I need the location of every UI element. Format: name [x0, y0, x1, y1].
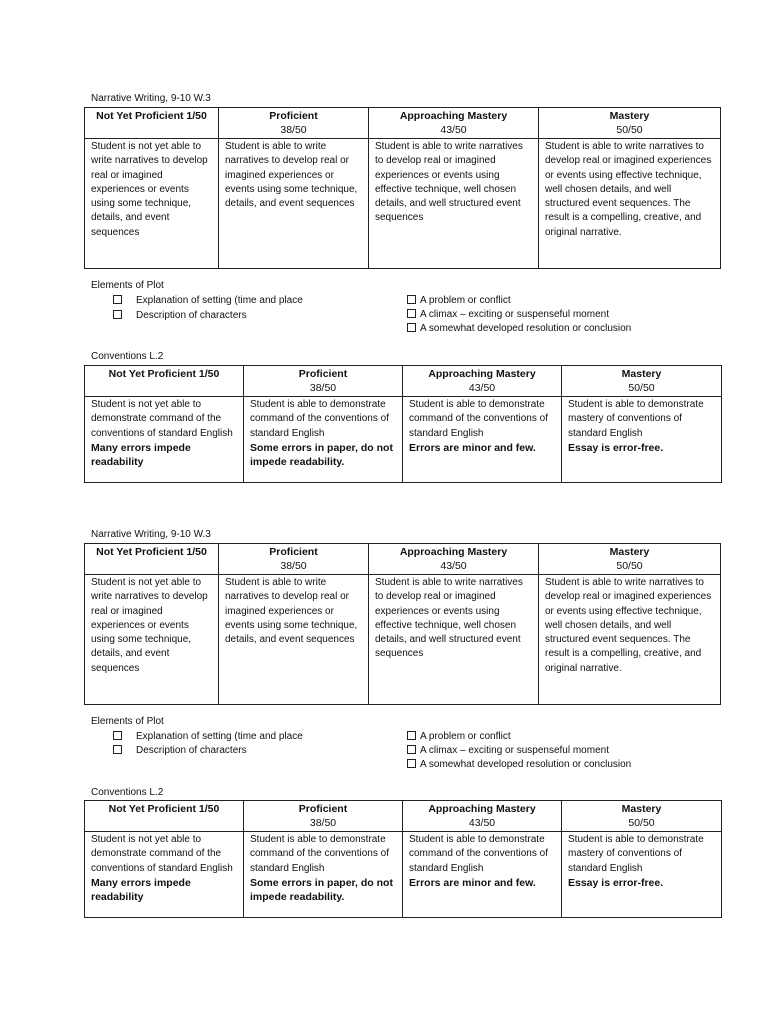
- header-proficient: Proficient 38/50: [219, 544, 369, 575]
- header-approaching-mastery: Approaching Mastery 43/50: [369, 108, 539, 139]
- conventions-rubric-table: [84, 800, 722, 918]
- checkbox[interactable]: [407, 759, 416, 768]
- conventions-section-label: Conventions L.2: [91, 787, 164, 798]
- cell-approaching-mastery: Student is able to demonstrate command of the conventions of standard English Errors are minor and few.: [403, 397, 562, 483]
- table-header-row: [85, 366, 722, 397]
- header-not-yet-proficient: Not Yet Proficient 1/50: [85, 366, 244, 397]
- header-proficient: Proficient 38/50: [244, 801, 403, 832]
- cell-mastery: Student is able to write narratives to develop real or imagined experiences or events using effective technique, well chosen details, and well structured event sequences. The result is a compelling, creative, and original narrative.: [539, 575, 721, 705]
- checkbox[interactable]: [113, 731, 122, 740]
- header-approaching-mastery: Approaching Mastery 43/50: [403, 801, 562, 832]
- checklist-item[interactable]: Explanation of setting (time and place: [113, 730, 303, 744]
- cell-not-yet-proficient: Student is not yet able to demonstrate command of the conventions of standard English Many errors impede readability: [85, 832, 244, 918]
- header-mastery: Mastery 50/50: [562, 366, 722, 397]
- checkbox[interactable]: [407, 731, 416, 740]
- header-mastery: Mastery 50/50: [539, 108, 721, 139]
- cell-not-yet-proficient: Student is not yet able to demonstrate command of the conventions of standard English Many errors impede readability: [85, 397, 244, 483]
- checklist-item[interactable]: A somewhat developed resolution or conclusion: [407, 758, 631, 772]
- table-header-row: [85, 544, 721, 575]
- checklist-item[interactable]: A climax – exciting or suspenseful moment: [407, 308, 609, 322]
- header-mastery: Mastery 50/50: [539, 544, 721, 575]
- plot-title: Elements of Plot: [91, 280, 164, 291]
- checklist-item[interactable]: A problem or conflict: [407, 294, 511, 308]
- checklist-item[interactable]: Description of characters: [113, 744, 247, 758]
- table-row: [85, 575, 721, 705]
- narrative-rubric-table: [84, 543, 721, 705]
- checklist-item[interactable]: Description of characters: [113, 309, 247, 323]
- cell-approaching-mastery: Student is able to demonstrate command of the conventions of standard English Errors are minor and few.: [403, 832, 562, 918]
- table-header-row: [85, 108, 721, 139]
- cell-proficient: Student is able to demonstrate command of the conventions of standard English Some errors in paper, do not impede readability.: [244, 832, 403, 918]
- header-not-yet-proficient: Not Yet Proficient 1/50: [85, 544, 219, 575]
- header-not-yet-proficient: Not Yet Proficient 1/50: [85, 108, 219, 139]
- cell-not-yet-proficient: Student is not yet able to write narratives to develop real or imagined experiences or events using some technique, details, and event sequences: [85, 139, 219, 269]
- checkbox[interactable]: [407, 295, 416, 304]
- checklist-item[interactable]: A somewhat developed resolution or conclusion: [407, 322, 631, 336]
- table-row: [85, 397, 722, 483]
- cell-proficient: Student is able to write narratives to develop real or imagined experiences or events using some technique, details, and event sequences: [219, 575, 369, 705]
- table-row: [85, 139, 721, 269]
- header-proficient: Proficient 38/50: [219, 108, 369, 139]
- checklist-item[interactable]: Explanation of setting (time and place: [113, 294, 303, 308]
- checklist-item[interactable]: A climax – exciting or suspenseful moment: [407, 744, 609, 758]
- checkbox[interactable]: [407, 323, 416, 332]
- checkbox[interactable]: [113, 310, 122, 319]
- plot-title: Elements of Plot: [91, 716, 164, 727]
- header-not-yet-proficient: Not Yet Proficient 1/50: [85, 801, 244, 832]
- cell-mastery: Student is able to write narratives to develop real or imagined experiences or events using effective technique, well chosen details, and well structured event sequences. The result is a compelling, creative, and original narrative.: [539, 139, 721, 269]
- checkbox[interactable]: [407, 745, 416, 754]
- cell-mastery: Student is able to demonstrate mastery of conventions of standard English Essay is error-free.: [562, 397, 722, 483]
- header-approaching-mastery: Approaching Mastery 43/50: [369, 544, 539, 575]
- narrative-section-label: Narrative Writing, 9-10 W.3: [91, 529, 211, 540]
- cell-approaching-mastery: Student is able to write narratives to develop real or imagined experiences or events using effective technique, well chosen details, and well structured event sequences: [369, 139, 539, 269]
- checklist-item[interactable]: A problem or conflict: [407, 730, 511, 744]
- header-mastery: Mastery 50/50: [562, 801, 722, 832]
- narrative-rubric-table: [84, 107, 721, 269]
- cell-proficient: Student is able to demonstrate command of the conventions of standard English Some errors in paper, do not impede readability.: [244, 397, 403, 483]
- table-header-row: [85, 801, 722, 832]
- cell-not-yet-proficient: Student is not yet able to write narratives to develop real or imagined experiences or events using some technique, details, and event sequences: [85, 575, 219, 705]
- checkbox[interactable]: [407, 309, 416, 318]
- header-proficient: Proficient 38/50: [244, 366, 403, 397]
- cell-proficient: Student is able to write narratives to develop real or imagined experiences or events using some technique, details, and event sequences: [219, 139, 369, 269]
- table-row: [85, 832, 722, 918]
- cell-approaching-mastery: Student is able to write narratives to develop real or imagined experiences or events using effective technique, well chosen details, and well structured event sequences: [369, 575, 539, 705]
- checkbox[interactable]: [113, 745, 122, 754]
- conventions-rubric-table: [84, 365, 722, 483]
- cell-mastery: Student is able to demonstrate mastery of conventions of standard English Essay is error-free.: [562, 832, 722, 918]
- header-approaching-mastery: Approaching Mastery 43/50: [403, 366, 562, 397]
- narrative-section-label: Narrative Writing, 9-10 W.3: [91, 93, 211, 104]
- conventions-section-label: Conventions L.2: [91, 351, 164, 362]
- checkbox[interactable]: [113, 295, 122, 304]
